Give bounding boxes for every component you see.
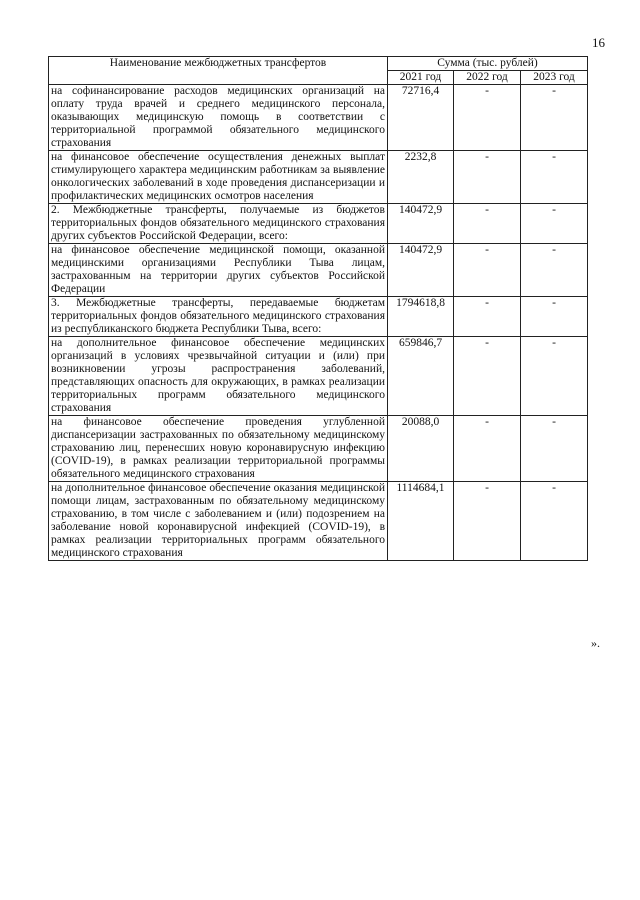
row-value-2022: -	[454, 482, 521, 561]
row-value-2022: -	[454, 244, 521, 297]
header-sum: Сумма (тыс. рублей)	[388, 57, 588, 71]
row-name: 3. Межбюджетные трансферты, передаваемые бюджетам территориальных фондов обязательного медицинского страхования из республиканского бюджета Республики Тыва, всего:	[49, 297, 388, 337]
transfers-table	[48, 56, 588, 561]
row-value-2022: -	[454, 297, 521, 337]
closing-quote: ».	[591, 636, 600, 650]
table-row	[49, 151, 588, 204]
row-value-2023: -	[521, 244, 588, 297]
header-year-2021: 2021 год	[388, 71, 454, 85]
row-value-2023: -	[521, 151, 588, 204]
row-name: на финансовое обеспечение проведения углубленной диспансеризации застрахованных по обязательному медицинскому страхованию лиц, перенесших новую коронавирусную инфекцию (COVID-19), в рамках реализации территориальной программы обязательного медицинского страхования	[49, 416, 388, 482]
row-value-2022: -	[454, 416, 521, 482]
row-value-2022: -	[454, 204, 521, 244]
row-value-2023: -	[521, 85, 588, 151]
table-row	[49, 244, 588, 297]
table-row	[49, 482, 588, 561]
table-row	[49, 297, 588, 337]
row-name: на финансовое обеспечение осуществления денежных выплат стимулирующего характера медицинским работникам за выявление онкологических заболеваний в ходе проведения диспансеризации и профилактических медицинских осмотров населения	[49, 151, 388, 204]
row-name: на дополнительное финансовое обеспечение оказания медицинской помощи лицам, застрахованным по обязательному медицинскому страхованию, в том числе с заболеванием и (или) подозрением на заболевание новой коронавирусной инфекцией (COVID-19), в рамках реализации территориальных программ обязательного медицинского страхования	[49, 482, 388, 561]
row-value-2021: 1794618,8	[388, 297, 454, 337]
row-value-2023: -	[521, 482, 588, 561]
table-row	[49, 416, 588, 482]
table-body	[49, 85, 588, 561]
row-value-2021: 72716,4	[388, 85, 454, 151]
row-value-2021: 1114684,1	[388, 482, 454, 561]
row-value-2023: -	[521, 416, 588, 482]
row-name: на софинансирование расходов медицинских организаций на оплату труда врачей и среднего медицинского персонала, оказывающих медицинскую помощь в соответствии с территориальной программой обязательного медицинского страхования	[49, 85, 388, 151]
row-value-2021: 20088,0	[388, 416, 454, 482]
page-number: 16	[592, 35, 605, 50]
row-value-2023: -	[521, 204, 588, 244]
row-value-2021: 659846,7	[388, 337, 454, 416]
row-value-2023: -	[521, 337, 588, 416]
row-value-2021: 140472,9	[388, 204, 454, 244]
table-row	[49, 85, 588, 151]
row-value-2022: -	[454, 85, 521, 151]
table-row	[49, 337, 588, 416]
row-value-2021: 2232,8	[388, 151, 454, 204]
row-value-2022: -	[454, 337, 521, 416]
header-year-2022: 2022 год	[454, 71, 521, 85]
header-year-2023: 2023 год	[521, 71, 588, 85]
row-name: на дополнительное финансовое обеспечение медицинских организаций в условиях чрезвычайной ситуации и (или) при возникновении угрозы распространения заболеваний, представляющих опасность для окружающих, в рамках реализации территориальных программ обязательного медицинского страхования	[49, 337, 388, 416]
row-value-2023: -	[521, 297, 588, 337]
row-value-2021: 140472,9	[388, 244, 454, 297]
table-row	[49, 204, 588, 244]
header-transfer-name: Наименование межбюджетных трансфертов	[49, 57, 388, 85]
row-value-2022: -	[454, 151, 521, 204]
table-header	[49, 57, 588, 85]
header-row	[49, 57, 588, 71]
row-name: на финансовое обеспечение медицинской помощи, оказанной медицинскими организациями Республики Тыва лицам, застрахованным на территории других субъектов Российской Федерации	[49, 244, 388, 297]
row-name: 2. Межбюджетные трансферты, получаемые из бюджетов территориальных фондов обязательного медицинского страхования других субъектов Российской Федерации, всего:	[49, 204, 388, 244]
